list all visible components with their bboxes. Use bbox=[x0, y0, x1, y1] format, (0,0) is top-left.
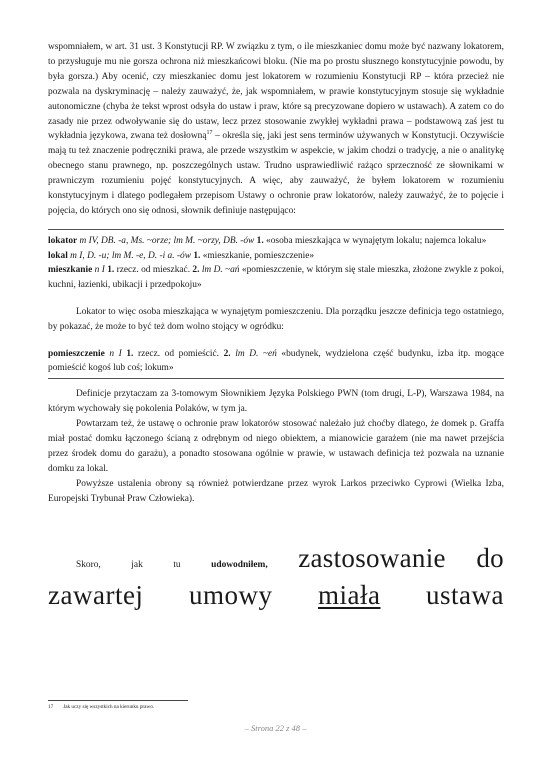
page-number: – Strona 22 z 48 – bbox=[244, 723, 307, 733]
paragraph-graff-house: Powtarzam też, że ustawę o ochronie praw lokatorów stosować należało już choćby dlatego, że domek p. Graffa miał postać domku łączonego ścianą z odrębnym od niego obiektem, a mianowicie garażem (nie ma nawet przejścia przez środek domu do garażu), a ponadto stosowana ogólnie w prawie, w ustawach definicja też pozwala na uznanie domku za lokal. bbox=[48, 419, 504, 475]
grammar: m IV, DB. -a, Ms. ~orze; lm M. ~orzy, DB. -ów bbox=[77, 235, 257, 246]
sense-number: 1. bbox=[193, 250, 201, 261]
large-text-line-2 bbox=[48, 580, 504, 611]
footnote-number: 17 bbox=[48, 704, 54, 710]
grammar: n I bbox=[104, 348, 127, 359]
dict-entry-lokal bbox=[48, 249, 504, 264]
definition: rzecz. od pomieścić. bbox=[133, 348, 224, 359]
large-text-line-1 bbox=[48, 543, 504, 574]
footnote bbox=[48, 704, 154, 710]
definition: «mieszkanie, pomieszczenie» bbox=[200, 250, 315, 261]
sense-number-2: 2. bbox=[192, 265, 200, 276]
grammar-2: lm D. ~ań bbox=[199, 265, 242, 276]
definition-2: «budynek, wydzielona część budynku, izba itp. mogące pomieścić kogoś lub coś; lokum» bbox=[48, 348, 504, 374]
paragraph-definitions-source: Definicje przytaczam za 3-tomowym Słownikiem Języka Polskiego PWN (tom drugi, L-P), Warszawa 1984, na którym wychowały się pokolenia Polaków, w tym ja. bbox=[48, 389, 504, 415]
sense-number: 1. bbox=[256, 235, 264, 246]
definition: «osoba mieszkająca w wynajętym lokalu; najemca lokalu» bbox=[263, 235, 487, 246]
underlined-word: miała bbox=[318, 580, 381, 611]
footnote-ref[interactable]: 17 bbox=[206, 130, 213, 137]
middle-paragraph: Lokator to więc osoba mieszkająca w wynajętym pomieszczeniu. Dla porządku jeszcze definicja tego ostatniego, by pokazać, że może to być też dom wolno stojący w ogródku: bbox=[48, 307, 504, 332]
word: ustawa bbox=[426, 580, 504, 611]
sense-number: 1. bbox=[107, 265, 115, 276]
footnote-divider bbox=[48, 700, 188, 701]
headword: lokator bbox=[48, 235, 78, 246]
word: do bbox=[476, 543, 504, 574]
grammar-2: lm D. ~eń bbox=[230, 348, 282, 359]
headword: lokal bbox=[48, 250, 68, 261]
grammar: m I, D. -u; lm M. -e, D. -i a. -ów bbox=[67, 250, 194, 261]
intro-part2: – określa się, jaki jest sens terminów używanych w Konstytucji. Oczywiście mają tu też znaczenie podręczniki prawa, ale przede wszystkim w aspekcie, w jakim chodzi o tradycję, a nie o analitykę obecnego stanu prawnego, np. poszczególnych ustaw. Trudno usprawiedliwić rażąco sprzeczność ze słownikami w prawniczym rozumieniu pojęć konstytucyjnych. A więc, aby zauważyć, że byłem lokatorem w rozumieniu konstytucyjnym i dlatego podlegałem przepisom Ustawy o ochronie praw lokatorów, należy zauważyć, że to pojęcie i pojęcia, do których ono się odnosi, słownik definiuje następująco: bbox=[48, 131, 504, 216]
paragraph-larkos: Powyższe ustalenia obrony są również potwierdzane przez wyrok Larkos przeciwko Cyprowi (Wielka Izba, Europejski Trybunał Praw Człowieka). bbox=[48, 479, 504, 505]
word: zawartej bbox=[48, 580, 144, 611]
definition-2: «pomieszczenie, w którym się stale mieszka, złożone zwykle z pokoi, kuchni, łazienki, ubikacji i przedpokoju» bbox=[48, 265, 504, 291]
word: tu bbox=[173, 560, 181, 571]
headword: pomieszczenie bbox=[48, 348, 105, 359]
page-content bbox=[48, 40, 504, 611]
footnote-text: Jak uczy się wszystkich na kierunku prawo. bbox=[63, 704, 155, 710]
intro-paragraph bbox=[48, 40, 504, 219]
intro-part1: wspomniałem, w art. 31 ust. 3 Konstytucji RP. W związku z tym, o ile mieszkaniec domu może być nazwany lokatorem, to przysługuje mu nie gorsza ochrona niż mieszkańcowi bloku. (Nie ma po prostu słusznego konstytucyjnie powodu, by była gorsza.) Aby ocenić, czy mieszkaniec domu jest lokatorem w rozumieniu Konstytucji RP – która przecież nie pozwala na dyskryminację – należy zauważyć, że, jak wspomniałem, w prawie konstytucyjnym stosuje się wykładnie autonomiczne (chyba że tekst wprost odsyła do ustaw i praw, które są precyzowane dopiero w ustawach). A zatem co do zasady nie przez odwoływanie się do ustaw, lecz przez stosowanie zwykłej wykładni prawa – podstawową zaś jest tu wykładnia językowa, zwana też dosłowną bbox=[48, 42, 504, 142]
headword: mieszkanie bbox=[48, 265, 93, 276]
word: umowy bbox=[188, 580, 273, 611]
word: zastosowanie bbox=[298, 543, 446, 574]
word: jak bbox=[131, 560, 143, 571]
dict-entry-mieszkanie bbox=[48, 263, 504, 293]
dict-entry-lokator bbox=[48, 234, 504, 249]
word: Skoro, bbox=[76, 560, 101, 571]
grammar: n I bbox=[92, 265, 108, 276]
word: udowodniłem, bbox=[211, 560, 268, 571]
sense-number-2: 2. bbox=[223, 348, 231, 359]
sense-number: 1. bbox=[126, 348, 134, 359]
definition: rzecz. od mieszkać. bbox=[114, 265, 193, 276]
dict-entry-pomieszczenie bbox=[48, 347, 504, 377]
